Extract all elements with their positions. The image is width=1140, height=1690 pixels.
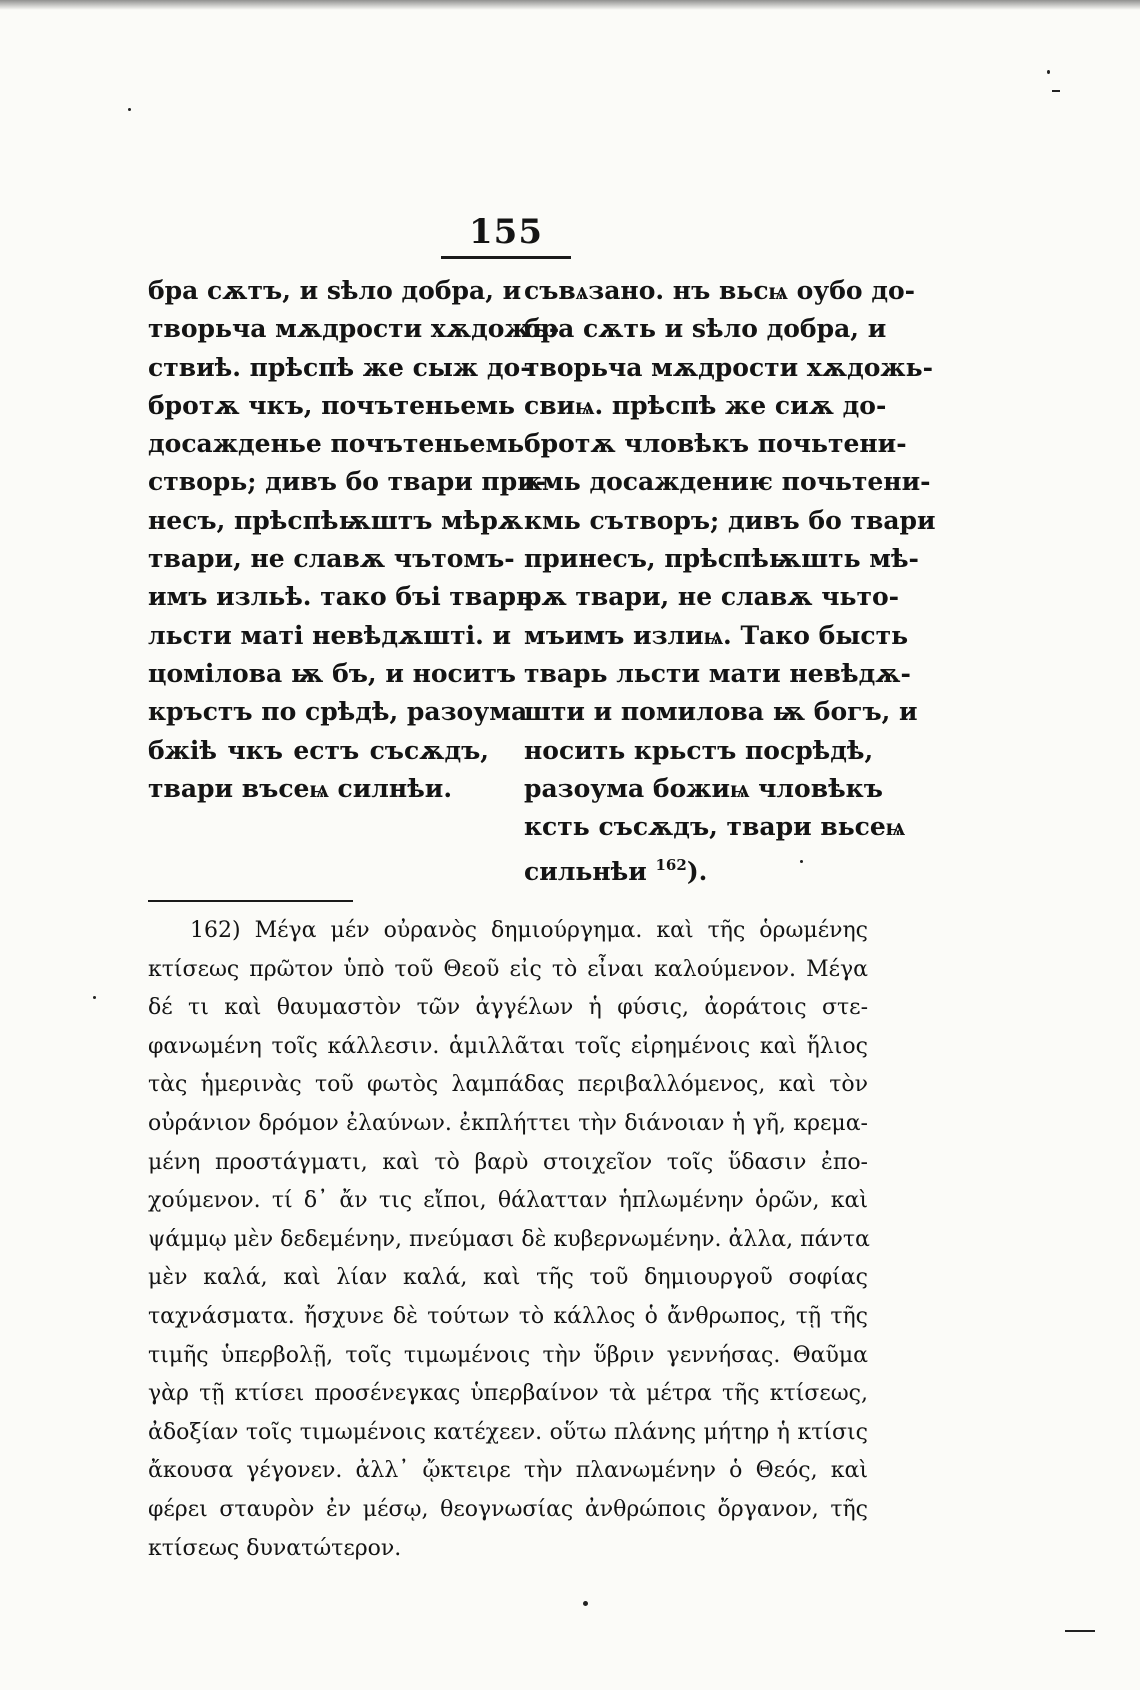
footnote-reference-close: ). — [686, 857, 708, 887]
right-line: мъимъ излиѩ. Тако бысть — [524, 620, 909, 650]
left-line: бротѫ чкъ, почътеньемь — [148, 390, 515, 420]
left-line: кръстъ по срѣдѣ, разоума — [148, 697, 528, 727]
footnote-line: δέ τι καὶ θαυμαστὸν τῶν ἀγγέλων ἡ φύσις, ἀοράτοις στε- — [148, 995, 868, 1021]
footnote-line: ἄκουσα γέγονεν. ἀλλ᾽ ᾤκτειρε τὴν πλανωμένην ὁ Θεός, καὶ — [148, 1458, 868, 1484]
footnote-line: φανωμένη τοῖς κάλλεσιν. ἁμιλλᾶται τοῖς εἰρημένοις καὶ ἥλιος — [148, 1033, 868, 1059]
page-number-rule — [441, 256, 571, 259]
right-line: кмь досаждениѥ почьтени- — [524, 467, 931, 497]
footnote-line: ταχνάσματα. ἤσχυνε δὲ τούτων τὸ κάλλος ὁ ἄνθρωπος, τῇ τῆς — [148, 1303, 868, 1329]
right-line: бротѫ чловѣкъ почьтени- — [524, 429, 907, 459]
scan-speck — [93, 996, 96, 999]
left-line: льсти маті невѣдѫшті. и — [148, 620, 512, 650]
scan-speck — [800, 860, 803, 863]
left-line: твари, не славѫ чътомъ- — [148, 544, 515, 574]
scan-mark — [1065, 1630, 1095, 1632]
footnote-line: κτίσεως δυνατώτερον. — [148, 1535, 402, 1561]
left-line: бра сѫтъ, и ѕѣло добра, и — [148, 276, 522, 305]
footnote-line: γὰρ τῇ κτίσει προσένεγκας ὑπερβαίνον τὰ μέτρα τῆς κτίσεως, — [148, 1381, 868, 1407]
right-line: носить крьстъ посрѣдѣ, — [524, 735, 874, 765]
right-line: ксть съсѫдъ, твари вьсеѩ — [524, 812, 906, 842]
footnote-line: 162) Μέγα μέν οὐρανὸς δημιούργημα. καὶ τῆς ὁρωμένης — [190, 918, 868, 943]
right-line: кмь сътворъ; дивъ бо твари — [524, 505, 936, 535]
footnote-line: ψάμμῳ μὲν δεδεμένην, πνεύμασι δὲ κυβερνωμένην. ἀλλα, πάντα — [148, 1226, 870, 1252]
left-line: творьча мѫдрости хѫдожъ- — [148, 314, 560, 344]
page-number: 155 — [469, 212, 543, 252]
scan-speck — [1047, 70, 1050, 74]
left-line: досажденье почътеньемь — [148, 429, 525, 459]
right-last-word: сильнѣи — [524, 857, 647, 887]
footnote-line: τιμῆς ὑπερβολῇ, τοῖς τιμωμένοις τὴν ὕβριν γεννήσας. Θαῦμα — [148, 1342, 868, 1368]
right-line: тварь льсти мати невѣдѫ- — [524, 658, 911, 688]
footnote-separator — [148, 900, 353, 902]
footnote-line: ἀδοξίαν τοῖς τιμωμένοις κατέχεεν. οὕτω πλάνης μήτηρ ἡ κτίσις — [148, 1419, 868, 1445]
footnote-reference[interactable]: 162 — [655, 856, 687, 875]
right-line: шти и помилова ѭ богъ, и — [524, 697, 918, 727]
right-line: принесъ, прѣспѣѭшть мѣ- — [524, 544, 919, 574]
footnote-line: τὰς ἡμερινὰς τοῦ φωτὸς λαμπάδας περιβαλλόμενος, καὶ τὸν — [148, 1072, 868, 1098]
footnote-line: φέρει σταυρὸν ἐν μέσῳ, θεογνωσίας ἀνθρώποις ὄργανον, τῆς — [148, 1496, 868, 1522]
footnote-line: χούμενον. τί δ᾽ ἄν τις εἴποι, θάλατταν ἡπλωμένην ὁρῶν, καὶ — [148, 1188, 868, 1214]
scan-mark — [1052, 90, 1060, 92]
footnote-line: κτίσεως πρῶτον ὑπὸ τοῦ Θεοῦ εἰς τὸ εἶναι καλούμενον. Μέγα — [148, 956, 868, 982]
footnote-162 — [148, 912, 868, 1568]
right-line: творьча мѫдрости хѫдожь- — [524, 352, 933, 382]
left-column-text — [148, 272, 560, 808]
right-line: рѫ твари, не славѫ чьто- — [524, 582, 899, 612]
footnote-line: μὲν καλά, καὶ λίαν καλά, καὶ τῆς τοῦ δημιουργοῦ σοφίας — [148, 1265, 868, 1291]
left-line: бжіѣ чкъ естъ съсѫдъ, — [148, 735, 489, 765]
right-column-text — [524, 272, 936, 892]
left-line: ствиѣ. прѣспѣ же сыж до- — [148, 352, 531, 382]
left-line: твари въсеѩ силнѣи. — [148, 773, 453, 803]
scan-speck — [128, 108, 131, 111]
scan-speck — [583, 1601, 588, 1606]
right-line: свиѩ. прѣспѣ же сиѫ до- — [524, 390, 887, 420]
right-last-line — [524, 846, 868, 891]
right-line: съвѧзано. нъ вьсѩ оубо до- — [524, 276, 916, 305]
right-line: брa сѫть и ѕѣлo добрa, и — [524, 314, 887, 344]
left-line: несъ, прѣспѣѭштъ мѣрѫ — [148, 505, 524, 535]
footnote-line: οὐράνιον δρόμον ἐλαύνων. ἐκπλήττει τὴν διάνοιαν ἡ γῆ, κρεμα- — [148, 1110, 868, 1136]
left-line: створь; дивъ бо твари при- — [148, 467, 547, 497]
left-line: имъ изльѣ. тако бъі тварь — [148, 582, 533, 612]
left-line: цомілова ѭ бъ, и носитъ — [148, 658, 516, 688]
right-line: разоума божиѩ чловѣкъ — [524, 773, 883, 803]
scan-top-edge — [0, 0, 1140, 10]
footnote-line: μένη προστάγματι, καὶ τὸ βαρὺ στοιχεῖον τοῖς ὕδασιν ἐπο- — [148, 1149, 868, 1175]
